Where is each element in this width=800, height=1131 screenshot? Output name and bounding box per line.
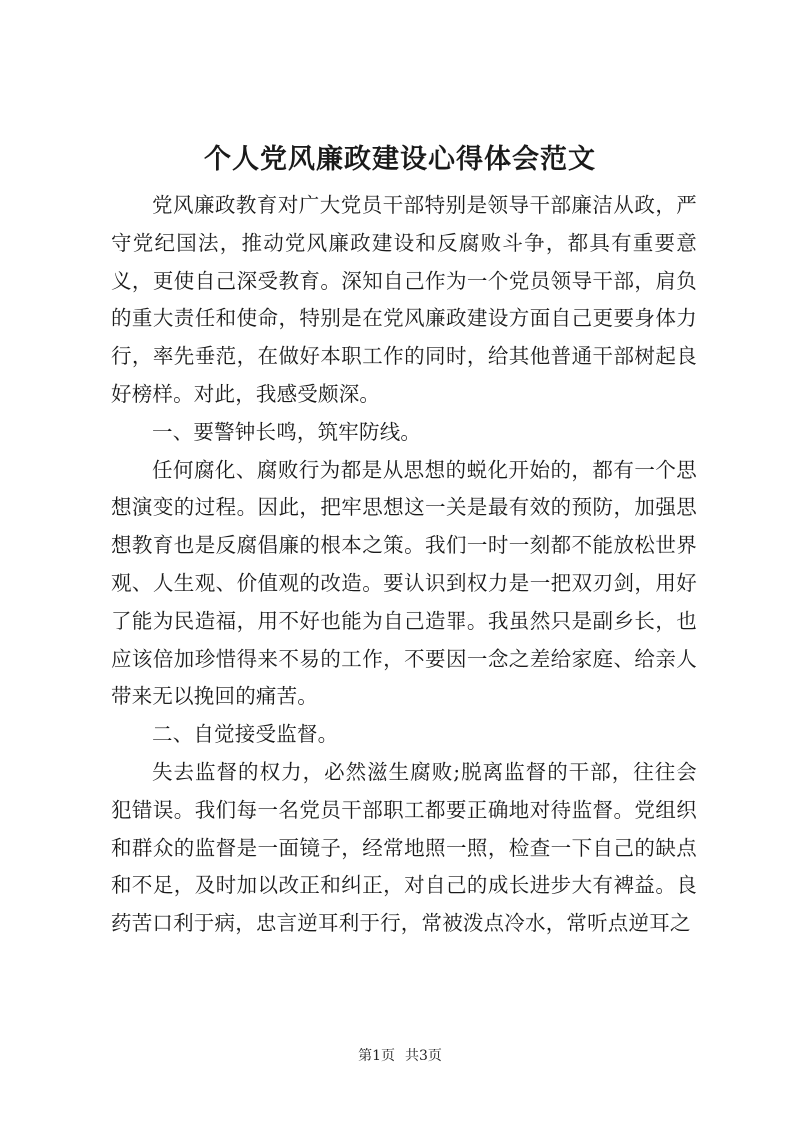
body-paragraph-section-2: 失去监督的权力，必然滋生腐败;脱离监督的干部，往往会犯错误。我们每一名党员干部职工都要正确地对待监督。党组织和群众的监督是一面镜子，经常地照一照，检查一下自己的缺点和不足，及时加以改正和纠正，对自己的成长进步大有裨益。良药苦口利于病，忠言逆耳利于行，常被泼点冷水，常听点逆耳之 [111,759,697,936]
section-heading-2: 二、自觉接受监督。 [152,722,339,747]
section-heading-1: 一、要警钟长鸣，筑牢防线。 [152,419,422,444]
body-paragraph-section-1: 任何腐化、腐败行为都是从思想的蜕化开始的，都有一个思想演变的过程。因此，把牢思想这一关是最有效的预防，加强思想教育也是反腐倡廉的根本之策。我们一时一刻都不能放松世界观、人生观、价值观的改造。要认识到权力是一把双刃剑，用好了能为民造福，用不好也能为自己造罪。我虽然只是副乡长，也应该倍加珍惜得来不易的工作，不要因一念之差给家庭、给亲人带来无以挽回的痛苦。 [111,457,697,709]
body-paragraph-intro: 党风廉政教育对广大党员干部特别是领导干部廉洁从政，严守党纪国法，推动党风廉政建设和反腐败斗争，都具有重要意义，更使自己深受教育。深知自己作为一个党员领导干部，肩负的重大责任和使命，特别是在党风廉政建设方面自己更要身体力行，率先垂范，在做好本职工作的同时，给其他普通干部树起良好榜样。对此，我感受颇深。 [111,193,697,406]
document-body [111,187,697,943]
page-footer [0,1046,800,1066]
document-title: 个人党风廉政建设心得体会范文 [204,144,596,175]
page-number: 第1页 [358,1048,395,1064]
page-count: 共3页 [405,1048,442,1064]
